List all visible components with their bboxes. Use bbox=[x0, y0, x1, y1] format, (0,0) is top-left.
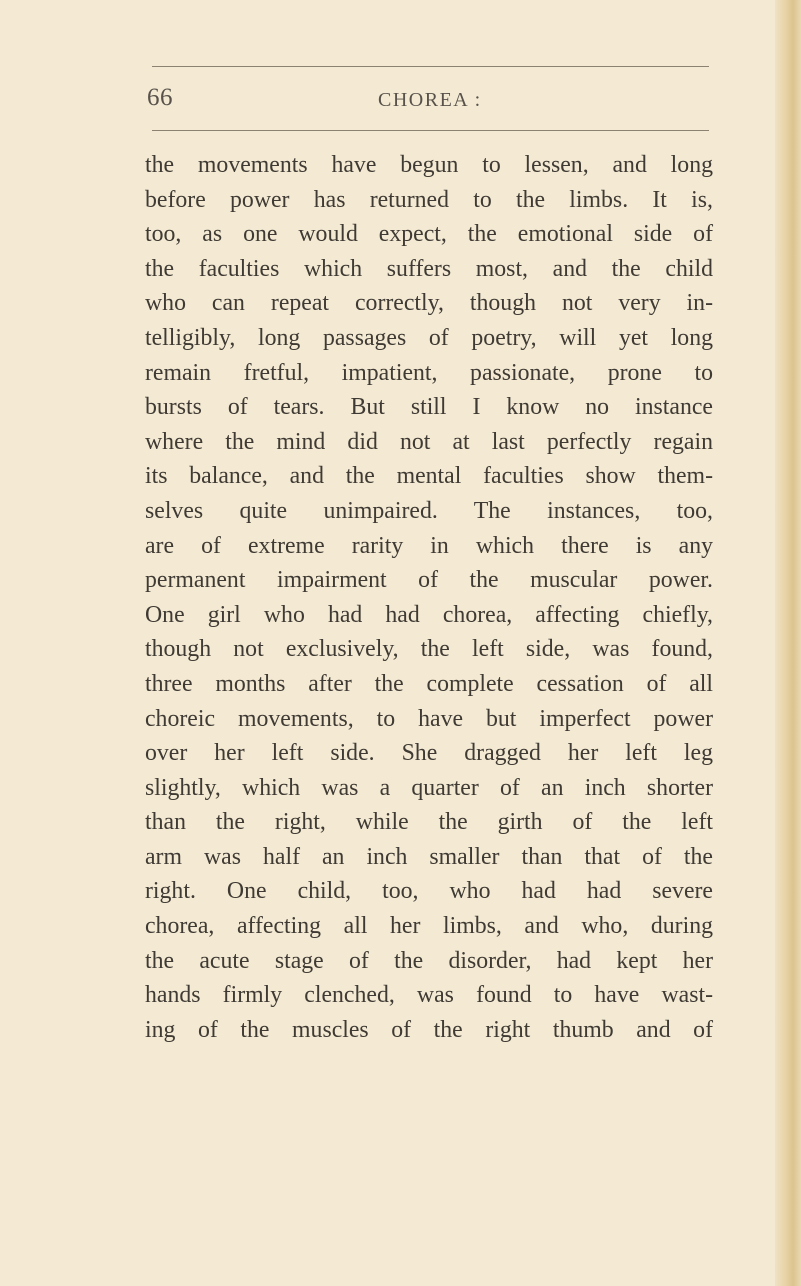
running-head: CHOREA : bbox=[378, 89, 482, 111]
text-line: its balance, and the mental faculties show them- bbox=[145, 463, 713, 490]
text-line: three months after the complete cessation of all bbox=[145, 670, 713, 697]
text-line: One girl who had had chorea, affecting chiefly, bbox=[145, 601, 713, 628]
text-line: choreic movements, to have but imperfect power bbox=[145, 705, 713, 732]
text-line: ing of the muscles of the right thumb and of bbox=[145, 1016, 713, 1043]
text-line: selves quite unimpaired. The instances, too, bbox=[145, 497, 713, 524]
text-line: bursts of tears. But still I know no instance bbox=[145, 394, 713, 421]
text-line: the acute stage of the disorder, had kept her bbox=[145, 947, 713, 974]
text-line: telligibly, long passages of poetry, will yet long bbox=[145, 324, 713, 351]
body-text bbox=[145, 148, 713, 1047]
text-line: the movements have begun to lessen, and long bbox=[145, 152, 713, 178]
text-line: who can repeat correctly, though not very in- bbox=[145, 290, 713, 317]
text-line: slightly, which was a quarter of an inch shorter bbox=[145, 774, 713, 801]
text-line: permanent impairment of the muscular power. bbox=[145, 567, 713, 594]
text-line: right. One child, too, who had had severe bbox=[145, 878, 713, 905]
header-bottom-rule bbox=[152, 130, 709, 131]
text-line: though not exclusively, the left side, was found, bbox=[145, 636, 713, 663]
text-line: arm was half an inch smaller than that of the bbox=[145, 843, 713, 870]
text-line: are of extreme rarity in which there is any bbox=[145, 532, 713, 559]
text-line: than the right, while the girth of the left bbox=[145, 809, 713, 836]
header-top-rule bbox=[152, 66, 709, 67]
text-line: the faculties which suffers most, and the child bbox=[145, 255, 713, 282]
text-line: where the mind did not at last perfectly regain bbox=[145, 428, 713, 455]
text-line: too, as one would expect, the emotional side of bbox=[145, 221, 713, 248]
text-line: hands firmly clenched, was found to have wast- bbox=[145, 982, 713, 1009]
text-line: remain fretful, impatient, passionate, prone to bbox=[145, 359, 713, 386]
text-line: chorea, affecting all her limbs, and who, during bbox=[145, 913, 713, 940]
page-edge-shadow bbox=[775, 0, 801, 1286]
text-line: over her left side. She dragged her left leg bbox=[145, 740, 713, 767]
page-number: 66 bbox=[147, 84, 173, 111]
text-line: before power has returned to the limbs. It is, bbox=[145, 186, 713, 213]
